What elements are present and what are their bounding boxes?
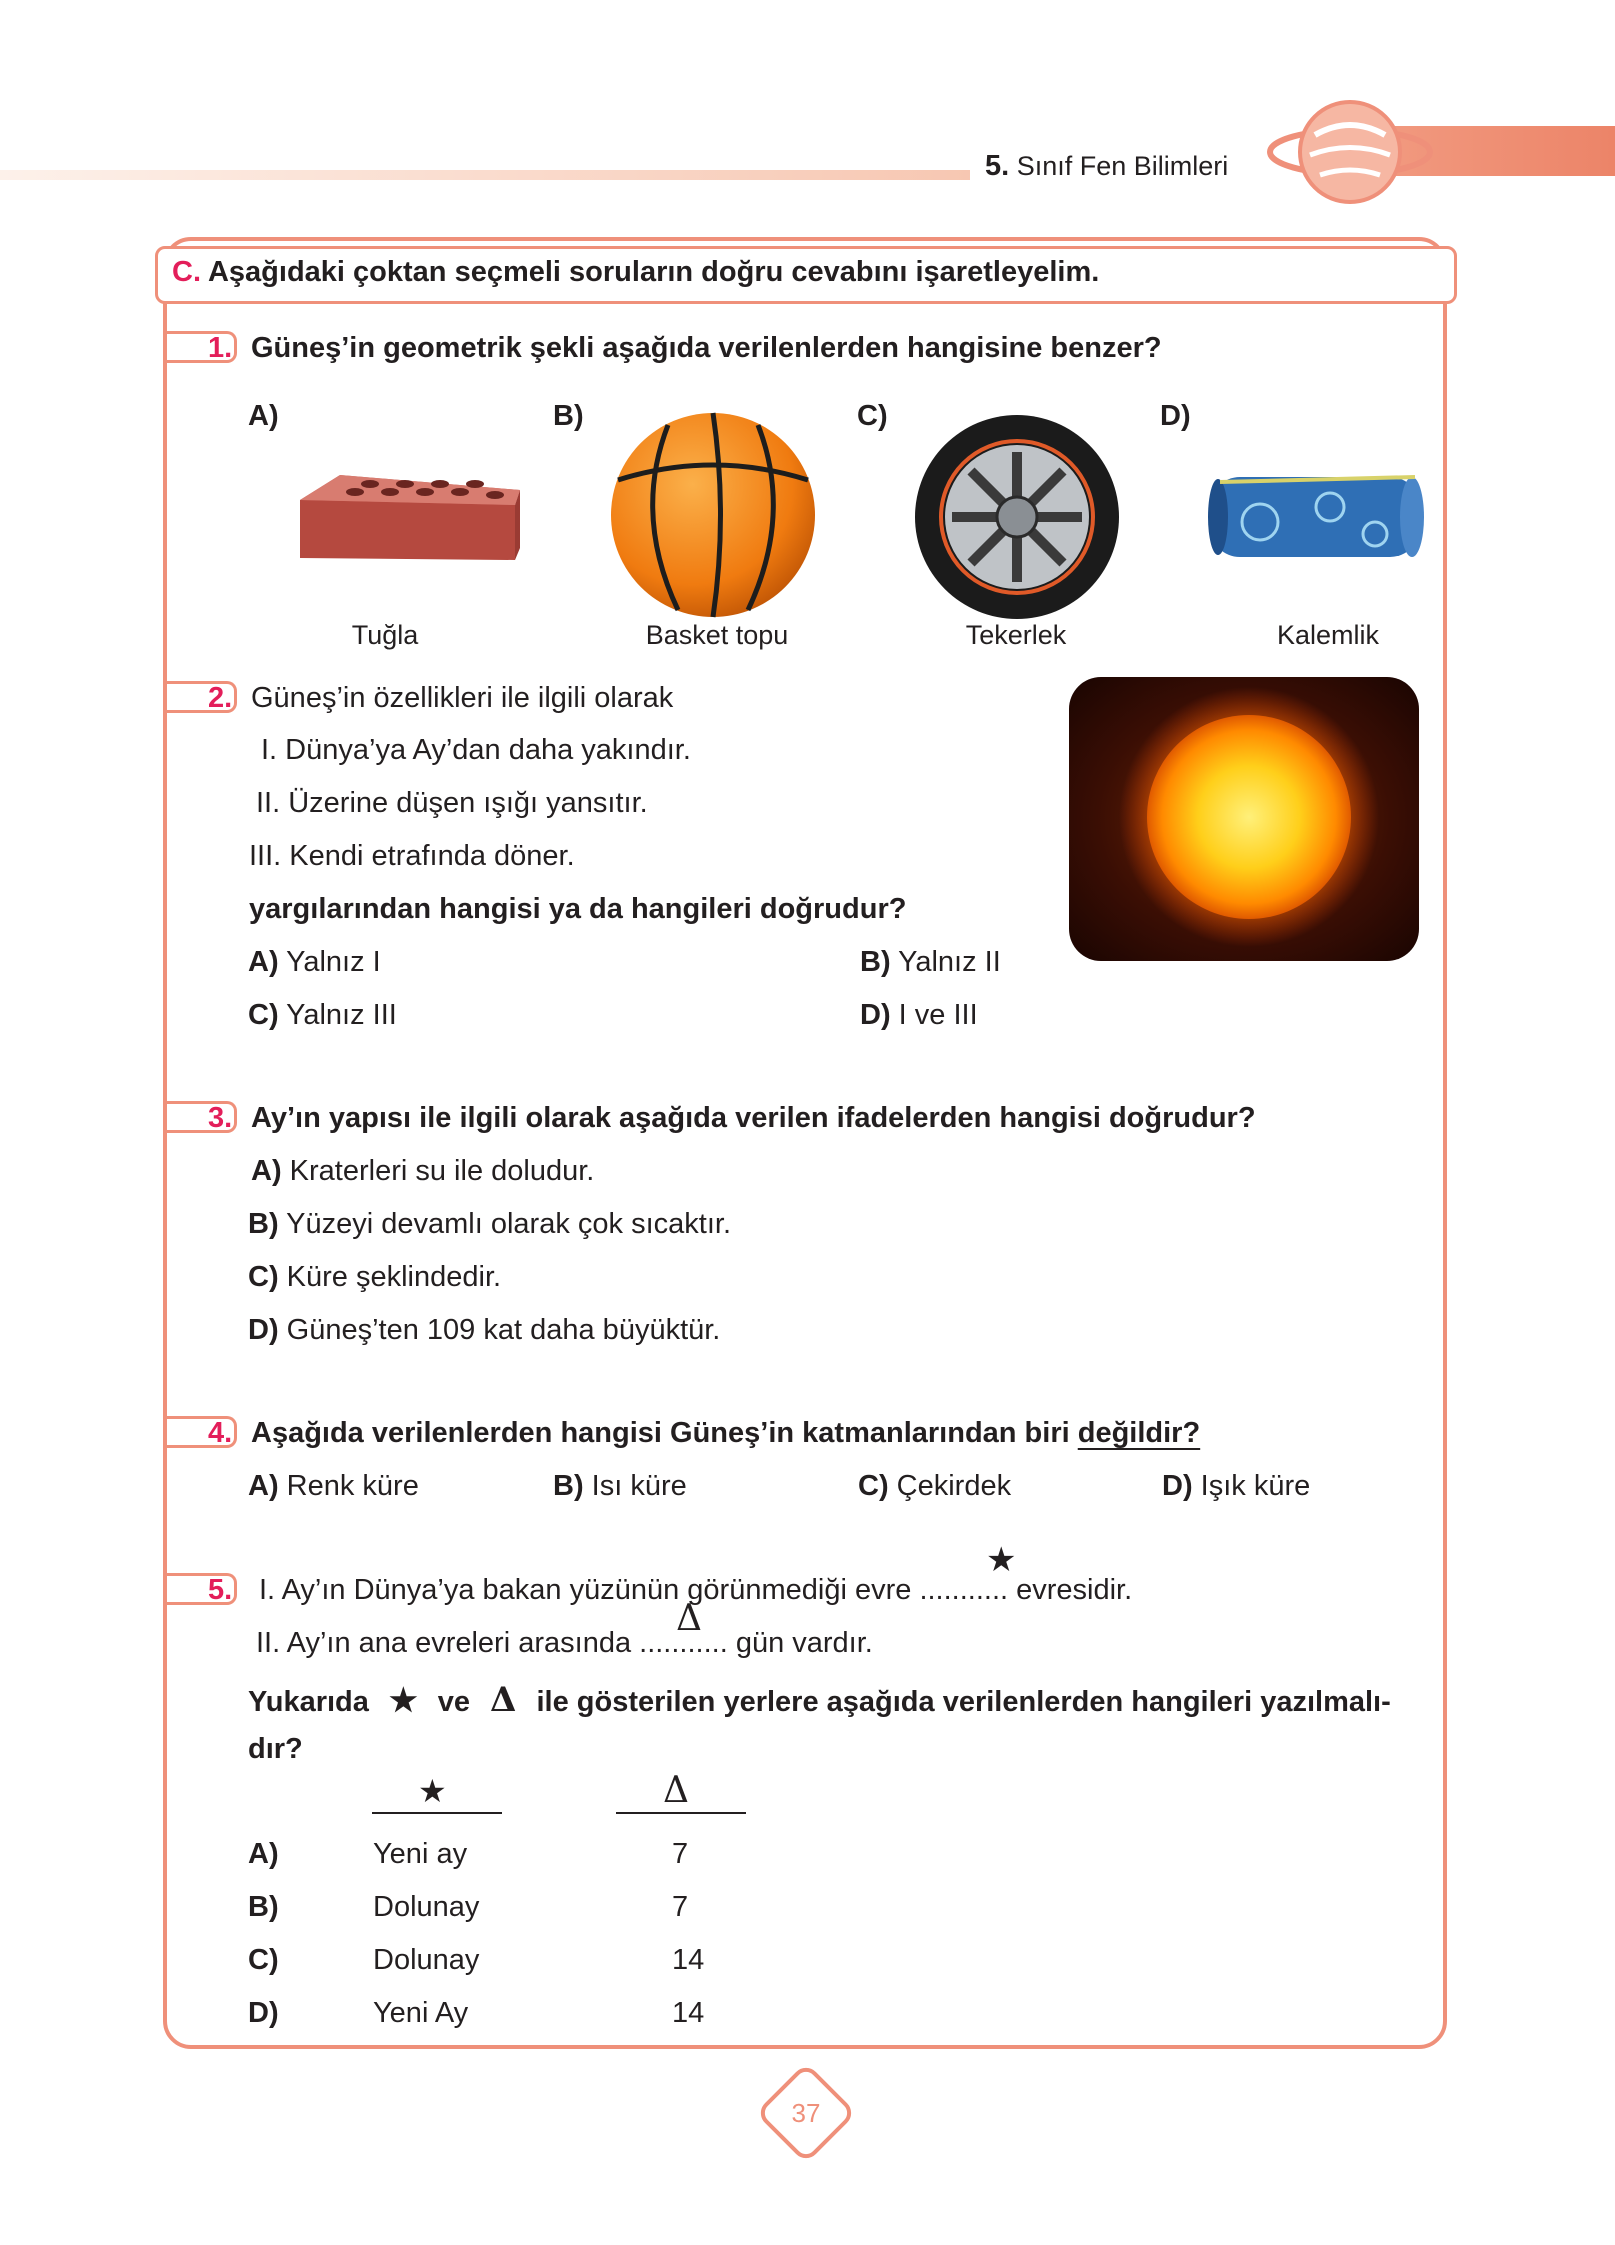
q3-option-d[interactable]: D) Güneş’ten 109 kat daha büyüktür. [248,1314,721,1346]
header-decor-line [0,170,970,180]
q4-option-c[interactable]: C) Çekirdek [858,1470,1012,1502]
delta-icon: Δ [490,1680,517,1720]
q2-option-b[interactable]: B) Yalnız II [860,946,1001,978]
q1-option-c-label: Tekerlek [965,620,1067,650]
q3-number: 3. [208,1102,233,1134]
header-grade: 5. [985,150,1010,182]
q4-number: 4. [208,1417,233,1449]
section-title-text: Aşağıdaki çoktan seçmeli soruların doğru cevabını işaretleyelim. [207,256,1100,288]
q4-option-a[interactable]: A) Renk küre [248,1470,419,1502]
q3-text: Ay’ın yapısı ile ilgili olarak aşağıda verilen ifadelerden hangisi doğrudur? [251,1102,1256,1134]
q4-emphasis: değildir? [1077,1417,1201,1449]
page-number: 37 [791,2098,821,2128]
q1-option-d-letter[interactable]: D) [1160,400,1191,432]
star-icon: ★ [388,1682,418,1718]
q2-option-a[interactable]: A) Yalnız I [248,946,381,978]
q4-option-d[interactable]: D) Işık küre [1162,1470,1311,1502]
q2-number: 2. [208,682,233,714]
col-delta-icon: Δ [663,1770,689,1811]
q3-option-a[interactable]: A) Kraterleri su ile doludur. [251,1155,595,1187]
q1-text: Güneş’in geometrik şekli aşağıda verilenlerden hangisine benzer? [251,332,1162,364]
q2-option-c[interactable]: C) Yalnız III [248,999,397,1031]
q1-option-a-label: Tuğla [351,620,419,650]
sun-image [1069,677,1419,961]
q2-statement-3: III. Kendi etrafında döner. [249,840,575,872]
section-title [172,256,1099,289]
q3-option-b[interactable]: B) Yüzeyi devamlı olarak çok sıcaktır. [248,1208,731,1240]
col-star-rule [372,1812,502,1814]
header-subject: Sınıf Fen Bilimleri [1016,151,1229,181]
q2-intro: Güneş’in özellikleri ile ilgili olarak [251,682,674,714]
q2-question: yargılarından hangisi ya da hangileri doğrudur? [249,893,907,925]
q1-option-a-letter[interactable]: A) [248,400,279,432]
q1-option-d-label: Kalemlik [1276,620,1380,650]
q5-question: Yukarıda ★ ve Δ ile gösterilen yerlere aşağıda verilenlerden hangileri yazılmalı- [248,1680,1391,1720]
q2-option-d[interactable]: D) I ve III [860,999,978,1031]
q1-option-b-letter[interactable]: B) [553,400,584,432]
q5-statement-1: I. Ay’ın Dünya’ya bakan yüzünün görünmediği evre ........... evresidir. [259,1574,1133,1606]
col-star-icon: ★ [418,1773,447,1809]
q4-option-b[interactable]: B) Isı küre [553,1470,687,1502]
pencil-case-image [1200,462,1435,572]
planet-logo-icon [1265,95,1435,210]
brick-image [295,470,525,590]
q5-star-marker-icon: ★ [986,1541,1017,1579]
q5-statement-2: II. Ay’ın ana evreleri arasında ........... gün vardır. [256,1627,873,1659]
basketball-image [608,410,818,620]
col-delta-rule [616,1812,746,1814]
q2-statement-2: II. Üzerine düşen ışığı yansıtır. [256,787,648,819]
q5-delta-marker-icon: Δ [676,1598,702,1639]
q5-question-cont: dır? [248,1733,303,1765]
q1-number: 1. [208,332,233,364]
q5-number: 5. [208,1574,233,1606]
q1-option-c-letter[interactable]: C) [857,400,888,432]
q4-text: Aşağıda verilenlerden hangisi Güneş’in katmanlarından biri değildir? [251,1417,1201,1449]
q2-statement-1: I. Dünya’ya Ay’dan daha yakındır. [261,734,691,766]
section-letter: C. [172,256,201,288]
wheel-image [912,412,1122,622]
q3-option-c[interactable]: C) Küre şeklindedir. [248,1261,502,1293]
header-title [985,150,1228,183]
q1-option-b-label: Basket topu [645,620,789,650]
